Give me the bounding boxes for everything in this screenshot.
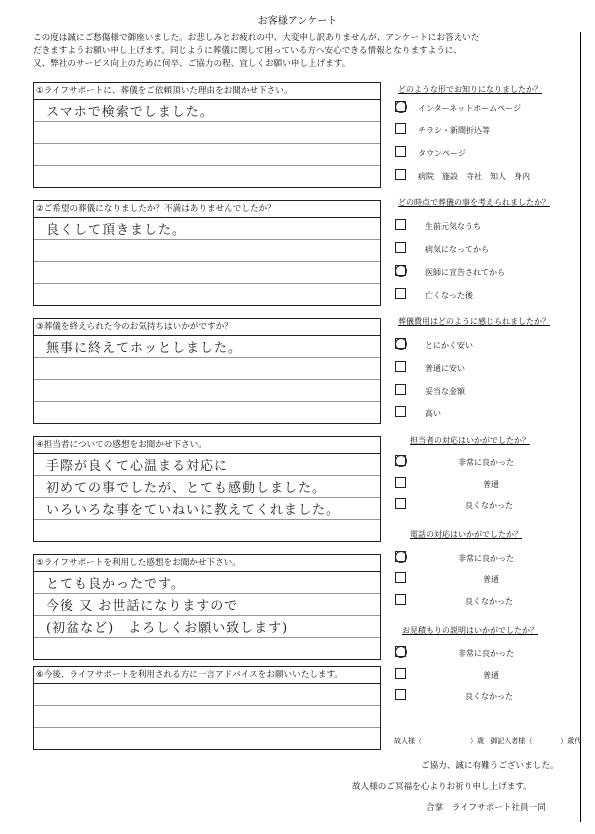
option-label: 非常に良かった [458,554,514,563]
question-options [393,547,573,617]
page-title: お客様アンケート [257,16,338,27]
signoff-text: 合掌 ライフサポート社員一同 [426,803,546,813]
section-title: ③葬儀を終えられた今のお気持ちはいかがですか？ [34,319,380,336]
answer-line[interactable] [34,144,380,166]
writer-age-label: 御記入者様（ [490,737,533,745]
intro-line: この度は誠にご愁傷様で御座いました。お悲しみとお疲れの中、大変申し訳ありませんが、アンケートにお答えいた [33,33,480,43]
section-title: ⑥今後、ライフサポートを利用される方に一言アドバイスをお願いいたします。 [34,667,380,684]
answer-line[interactable] [34,476,380,498]
question-title: どの時点で葬儀の事を考えられましたか？ [398,198,550,207]
answer-line[interactable] [34,638,380,659]
question-title: 担当者の対応はいかがでしたか？ [410,436,530,445]
option-label: 良くなかった [465,692,513,701]
option-checkbox[interactable] [395,572,406,583]
answer-line[interactable] [34,616,380,638]
option-label: 普通 [483,671,499,680]
intro-text [33,32,578,71]
age-unit-label: ）歳 [470,737,484,745]
option-label: 亡くなった後 [425,291,473,300]
answer-line[interactable] [34,684,380,706]
section-satisfaction [33,200,381,306]
answer-line[interactable] [34,166,380,187]
question-options [393,452,573,522]
answer-line[interactable] [34,100,380,122]
handwritten-answer: 手際が良くて心温まる対応に [46,459,229,474]
option-checkbox[interactable] [395,594,406,605]
section-title: ⑤ライフサポートを利用した感想をお聞かせ下さい。 [34,555,380,572]
option-label: 普通に安い [425,364,465,373]
handwritten-answer: とても良かったです。 [46,577,185,592]
option-label: 病気になってから [425,245,489,254]
prayer-text: 故人様のご冥福を心よりお祈り申し上げます。 [352,782,532,792]
generation-label: ）歳代 [560,737,582,745]
option-label: インターネットホームページ [418,104,522,113]
option-checkbox[interactable] [395,219,406,230]
answer-line[interactable] [34,454,380,476]
question-options [393,643,573,713]
option-label: 病院 施設 寺社 知人 身内 [418,172,530,181]
option-label: 普通 [483,575,499,584]
option-checkbox[interactable] [395,361,406,372]
option-label: 医師に宣告されてから [425,268,505,277]
question-title: お見積もりの説明はいかがでしたか？ [402,626,538,635]
option-checkbox[interactable] [395,498,406,509]
option-label: とにかく安い [425,341,473,350]
option-checkbox[interactable] [395,288,406,299]
section-title: ②ご希望の葬儀になりましたか？不満はありませんでしたか？ [34,201,380,218]
option-checkbox[interactable] [395,123,406,134]
option-checkbox[interactable] [395,689,406,700]
section-staff [33,436,381,542]
answer-line[interactable] [34,240,380,262]
section-feelings [33,318,381,424]
option-label: 良くなかった [465,597,513,606]
circle-mark-icon [395,646,407,658]
answer-line[interactable] [34,336,380,358]
option-checkbox[interactable] [395,668,406,679]
deceased-age-label: 故人様（ [394,737,422,745]
circle-mark-icon [395,551,407,563]
question-options [393,216,573,306]
handwritten-answer: (初盆など) よろしくお願い致します) [46,621,289,636]
option-checkbox[interactable] [395,406,406,417]
answer-line[interactable] [34,262,380,284]
handwritten-answer: 良くして頂きました。 [46,223,187,238]
option-label: チラシ・新聞折込等 [418,126,490,135]
option-checkbox[interactable] [395,477,406,488]
question-title: 電話の対応はいかがでしたか？ [410,530,522,539]
option-checkbox[interactable] [395,101,406,112]
option-checkbox[interactable] [395,646,406,657]
answer-line[interactable] [34,520,380,541]
option-checkbox[interactable] [395,551,406,562]
option-checkbox[interactable] [395,265,406,276]
answer-line[interactable] [34,402,380,423]
right-border-line [580,32,581,822]
circle-mark-icon [395,338,407,350]
answer-line[interactable] [34,358,380,380]
section-reason [33,82,381,188]
answer-line[interactable] [34,498,380,520]
age-fields [394,736,581,746]
question-title: どのような形でお知りになりましたか？ [398,85,542,94]
answer-line[interactable] [34,728,380,749]
section-service [33,554,381,660]
intro-line: だきますようお願い申し上げます。同じように葬儀に関して困っている方へ安心できる情報となりますように、 [33,46,463,56]
option-checkbox[interactable] [395,455,406,466]
handwritten-answer: 初めての事でしたが、とても感動しました。 [46,481,327,496]
answer-line[interactable] [34,594,380,616]
option-label: 良くなかった [465,501,513,510]
option-label: 高い [425,409,441,418]
answer-line[interactable] [34,122,380,144]
handwritten-answer: 無事に終えてホッとしました。 [46,341,243,356]
answer-line[interactable] [34,706,380,728]
option-checkbox[interactable] [395,384,406,395]
intro-line: 又、弊社のサービス向上のために何卒、ご協力の程、宜しくお願い申し上げます。 [33,59,351,69]
answer-line[interactable] [34,218,380,240]
option-label: 普通 [483,480,499,489]
answer-line[interactable] [34,380,380,402]
question-options [393,334,573,424]
option-checkbox[interactable] [395,338,406,349]
option-checkbox[interactable] [395,169,406,180]
answer-line[interactable] [34,284,380,305]
handwritten-answer: いろいろな事をていねいに教えてくれました。 [46,503,341,518]
thanks-text: ご協力、誠に有難うございました。 [421,761,559,771]
section-title: ①ライフサポートに、葬儀をご依頼頂いた理由をお聞かせ下さい。 [34,83,380,100]
option-label: 生前元気なうち [425,222,481,231]
section-title: ④担当者についての感想をお聞かせ下さい。 [34,437,380,454]
handwritten-answer: スマホで検索でしました。 [46,105,214,120]
option-label: 非常に良かった [458,458,514,467]
option-checkbox[interactable] [395,242,406,253]
option-checkbox[interactable] [395,146,406,157]
section-advice [33,666,381,750]
question-options [393,100,573,188]
option-label: タウンページ [418,149,466,158]
circle-mark-icon [395,265,407,277]
circle-mark-icon [395,455,407,467]
option-label: 非常に良かった [458,649,514,658]
circle-mark-icon [395,101,407,113]
answer-line[interactable] [34,572,380,594]
question-title: 葬儀費用はどのように感じられましたか？ [398,317,550,326]
option-label: 妥当な金額 [425,387,465,396]
handwritten-answer: 今後 又 お世話になりますので [46,599,239,614]
